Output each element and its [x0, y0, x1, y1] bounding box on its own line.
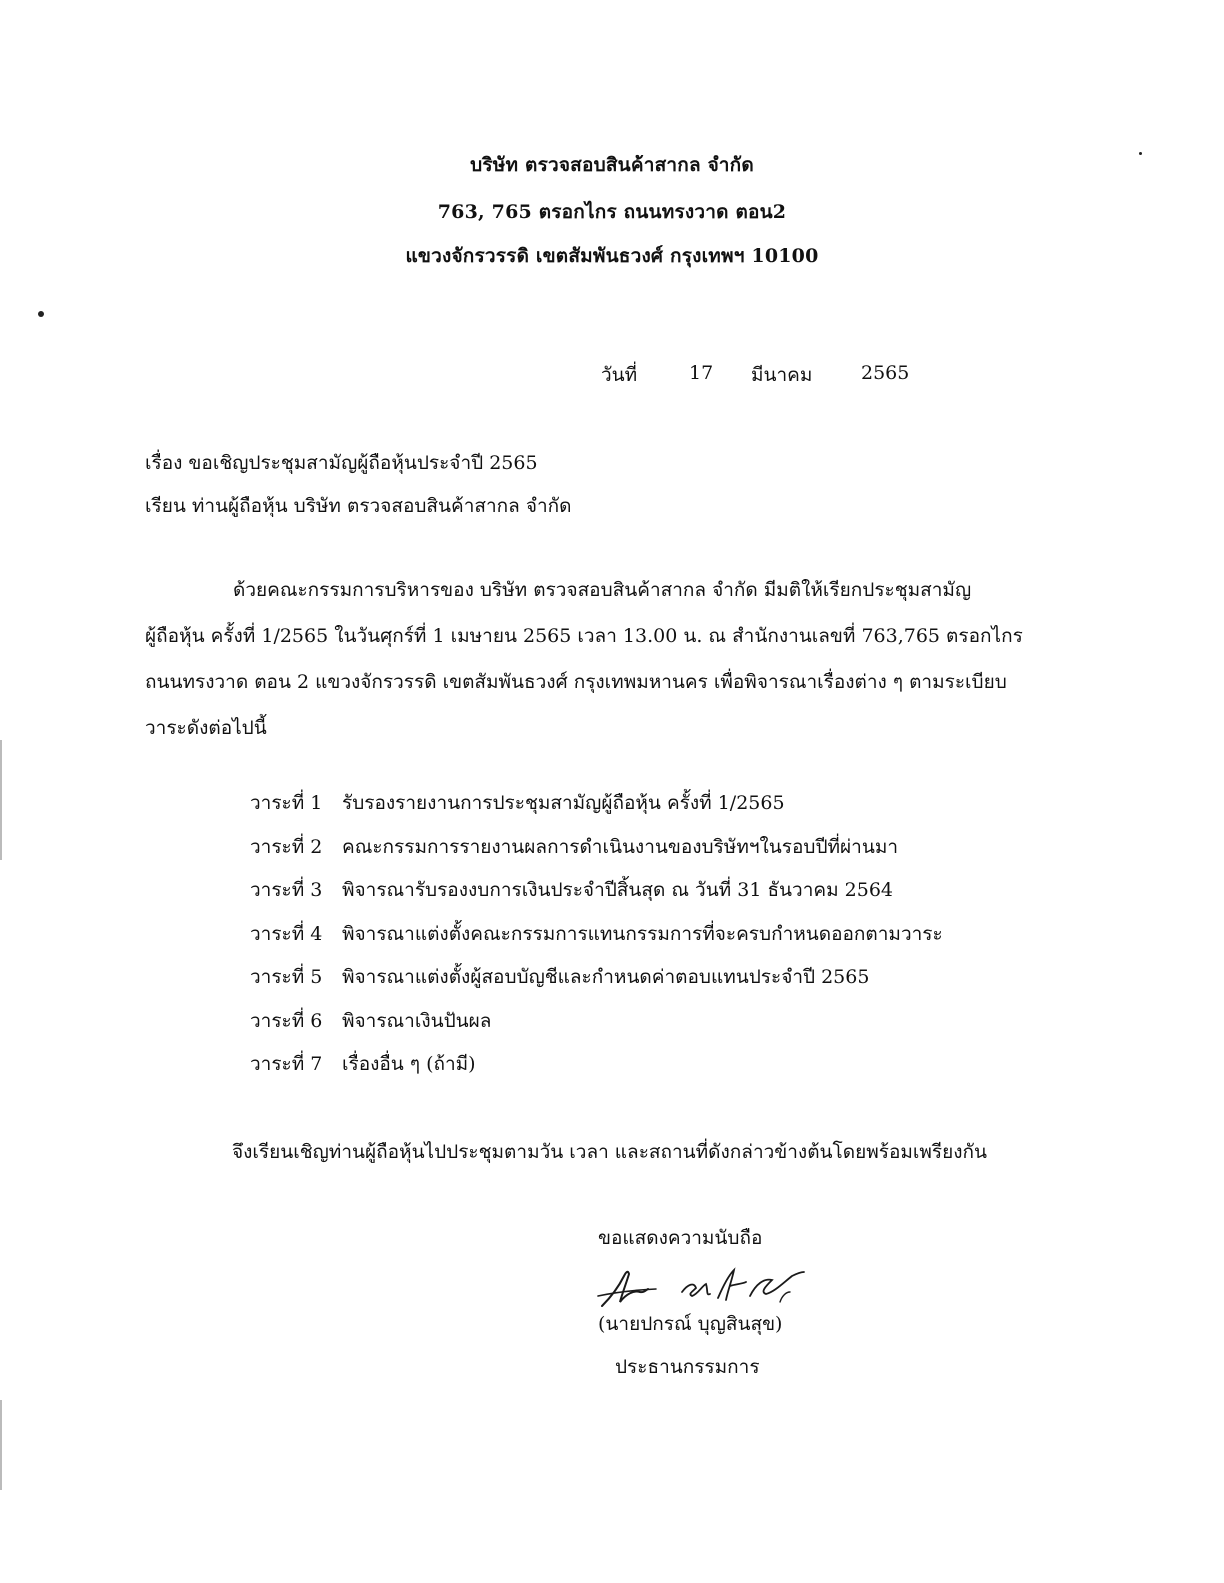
agenda-number: วาระที่ 2: [250, 835, 323, 858]
scan-edge-mark: [0, 1400, 2, 1490]
body-paragraph: [145, 567, 1045, 751]
agenda-text: พิจารณาแต่งตั้งคณะกรรมการแทนกรรมการที่จะครบกำหนดออกตามวาระ: [342, 922, 943, 945]
agenda-number: วาระที่ 7: [250, 1053, 323, 1075]
body-line: ถนนทรงวาด ตอน 2 แขวงจักรวรรดิ เขตสัมพันธวงศ์ กรุงเทพมหานคร เพื่อพิจารณาเรื่องต่าง ๆ ตามระเบียบ: [145, 671, 1007, 693]
agenda-number: วาระที่ 1: [250, 792, 323, 814]
agenda-text: พิจารณาแต่งตั้งผู้สอบบัญชีและกำหนดค่าตอบแทนประจำปี 2565: [342, 966, 870, 988]
scan-edge-mark: [0, 740, 2, 860]
agenda-number: วาระที่ 6: [250, 1009, 323, 1032]
letter-subject: เรื่อง ขอเชิญประชุมสามัญผู้ถือหุ้นประจำปี 2565: [145, 452, 538, 474]
signer-name: (นายปกรณ์ บุญสินสุข): [598, 1313, 783, 1335]
letter-addressee: เรียน ท่านผู้ถือหุ้น บริษัท ตรวจสอบสินค้าสากล จำกัด: [145, 495, 572, 517]
date-day: 17: [689, 362, 714, 384]
date-month: มีนาคม: [751, 364, 813, 386]
handwritten-signature: [596, 1262, 811, 1312]
scan-speck: [38, 311, 44, 317]
signer-title: ประธานกรรมการ: [615, 1356, 760, 1378]
company-name: บริษัท ตรวจสอบสินค้าสากล จำกัด: [470, 154, 754, 176]
body-line: วาระดังต่อไปนี้: [145, 717, 267, 739]
agenda-text: พิจารณารับรองงบการเงินประจำปีสิ้นสุด ณ วันที่ 31 ธันวาคม 2564: [342, 879, 894, 901]
agenda-number: วาระที่ 4: [250, 922, 323, 945]
company-address-line2: แขวงจักรวรรดิ เขตสัมพันธวงศ์ กรุงเทพฯ 10100: [405, 245, 819, 267]
body-line: ด้วยคณะกรรมการบริหารของ บริษัท ตรวจสอบสินค้าสากล จำกัด มีมติให้เรียกประชุมสามัญ: [233, 579, 972, 601]
closing-regards: ขอแสดงความนับถือ: [598, 1227, 763, 1249]
agenda-number: วาระที่ 5: [250, 966, 323, 988]
body-line: ผู้ถือหุ้น ครั้งที่ 1/2565 ในวันศุกร์ที่ 1 เมษายน 2565 เวลา 13.00 น. ณ สำนักงานเลขที่ 763,765 ตรอกไกร: [145, 625, 1023, 647]
agenda-text: คณะกรรมการรายงานผลการดำเนินงานของบริษัทฯในรอบปีที่ผ่านมา: [342, 835, 899, 858]
agenda-number: วาระที่ 3: [250, 879, 323, 901]
agenda-text: รับรองรายงานการประชุมสามัญผู้ถือหุ้น ครั้งที่ 1/2565: [342, 792, 785, 814]
date-label: วันที่: [601, 364, 638, 386]
date-year: 2565: [861, 362, 910, 384]
company-address-line1: 763, 765 ตรอกไกร ถนนทรงวาด ตอน2: [437, 201, 787, 223]
agenda-text: พิจารณาเงินปันผล: [342, 1009, 492, 1032]
closing-invitation: จึงเรียนเชิญท่านผู้ถือหุ้นไปประชุมตามวัน เวลา และสถานที่ดังกล่าวข้างต้นโดยพร้อมเพรียงกัน: [232, 1141, 988, 1163]
agenda-text: เรื่องอื่น ๆ (ถ้ามี): [342, 1053, 476, 1075]
